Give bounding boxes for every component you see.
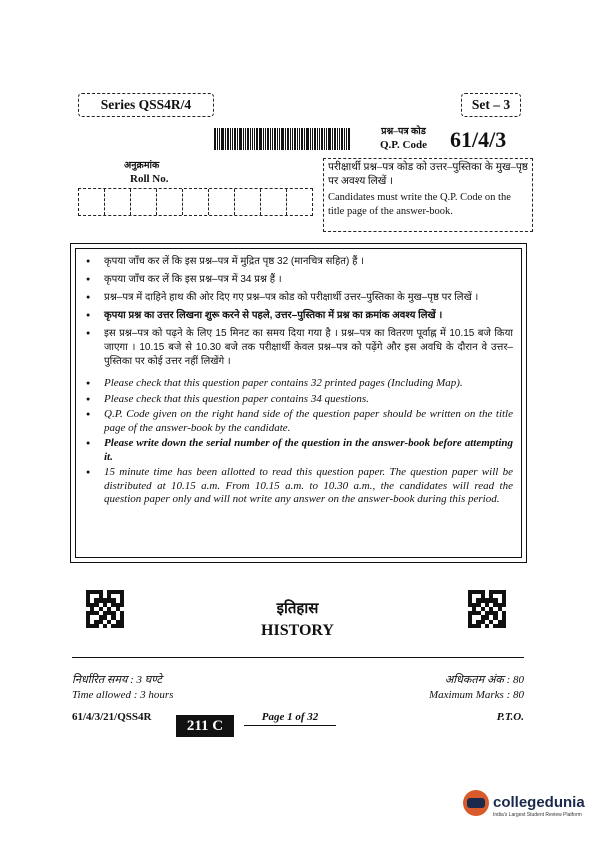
roll-box bbox=[261, 189, 287, 215]
barcode-bar bbox=[326, 128, 327, 150]
instructions-inner bbox=[75, 248, 522, 558]
instructions-list bbox=[84, 255, 513, 507]
barcode-bar bbox=[270, 128, 271, 150]
barcode-bar bbox=[267, 128, 269, 150]
subject-hindi: इतिहास bbox=[276, 600, 319, 617]
barcode-bar bbox=[250, 128, 251, 150]
instruction-hindi: ● कृपया जाँच कर लें कि इस प्रश्न–पत्र में 34 प्रश्न हैं । bbox=[84, 273, 513, 287]
barcode-bar bbox=[245, 128, 246, 150]
barcode-bar bbox=[225, 128, 226, 150]
barcode-bar bbox=[259, 128, 262, 150]
barcode-bar bbox=[243, 128, 244, 150]
barcode-bar bbox=[254, 128, 255, 150]
roll-box bbox=[131, 189, 157, 215]
instruction-english: ● Please check that this question paper contains 32 printed pages (Including Map). bbox=[84, 377, 513, 391]
barcode-bar bbox=[321, 128, 323, 150]
subject-title: HISTORY bbox=[261, 622, 334, 639]
barcode-bar bbox=[274, 128, 276, 150]
set-label: Set – 3 bbox=[461, 93, 521, 117]
watermark-name: collegedunia bbox=[493, 794, 585, 811]
time-allowed-hindi: निर्धारित समय : 3 घण्टे bbox=[72, 674, 162, 686]
barcode-bar bbox=[301, 128, 303, 150]
barcode-bar bbox=[237, 128, 238, 150]
qp-code-note bbox=[323, 158, 533, 232]
barcode-bar bbox=[332, 128, 333, 150]
qp-code-label-english: Q.P. Code bbox=[380, 139, 427, 151]
instruction-english: ● Please write down the serial number of the question in the answer-book before attempting it. bbox=[84, 437, 513, 464]
barcode-bar bbox=[272, 128, 273, 150]
barcode-bar bbox=[285, 128, 286, 150]
barcode-bar bbox=[312, 128, 313, 150]
roll-label: Roll No. bbox=[130, 173, 169, 185]
pto-label: P.T.O. bbox=[496, 711, 524, 723]
barcode-icon bbox=[214, 128, 364, 150]
barcode-bar bbox=[232, 128, 233, 150]
note-english: Candidates must write the Q.P. Code on the title page of the answer-book. bbox=[328, 192, 511, 217]
qp-code-label bbox=[380, 124, 427, 151]
barcode-bar bbox=[314, 128, 316, 150]
barcode-bar bbox=[265, 128, 266, 150]
roll-number-boxes bbox=[78, 188, 313, 216]
barcode-bar bbox=[337, 128, 338, 150]
barcode-bar bbox=[227, 128, 229, 150]
page-number: Page 1 of 32 bbox=[244, 711, 336, 726]
barcode-bar bbox=[346, 128, 347, 150]
barcode-bar bbox=[252, 128, 253, 150]
barcode-bar bbox=[328, 128, 331, 150]
barcode-bar bbox=[310, 128, 311, 150]
barcode-bar bbox=[217, 128, 218, 150]
instruction-hindi: ● कृपया जाँच कर लें कि इस प्रश्न–पत्र में मुद्रित पृष्ठ 32 (मानचित्र सहित) हैं । bbox=[84, 255, 513, 269]
instruction-hindi: ● कृपया प्रश्न का उत्तर लिखना शुरू करने से पहले, उत्तर–पुस्तिका में प्रश्न का क्रमांक अवश्य लिखें । bbox=[84, 309, 513, 323]
footer-badge: 211 C bbox=[176, 715, 234, 737]
barcode-bar bbox=[234, 128, 236, 150]
time-allowed: Time allowed : 3 hours bbox=[72, 689, 174, 701]
instructions-box bbox=[70, 243, 527, 563]
barcode-bar bbox=[324, 128, 325, 150]
watermark-tagline: India's Largest Student Review Platform bbox=[493, 812, 582, 818]
roll-box bbox=[287, 189, 312, 215]
footer-code: 61/4/3/21/QSS4R bbox=[72, 711, 152, 723]
barcode-bar bbox=[287, 128, 289, 150]
barcode-bar bbox=[281, 128, 284, 150]
barcode-bar bbox=[317, 128, 318, 150]
barcode-bar bbox=[294, 128, 296, 150]
barcode-bar bbox=[306, 128, 309, 150]
roll-box bbox=[235, 189, 261, 215]
barcode-bar bbox=[230, 128, 231, 150]
barcode-bar bbox=[292, 128, 293, 150]
barcode-bar bbox=[214, 128, 216, 150]
instruction-english: ● 15 minute time has been allotted to read this question paper. The question paper will be distributed at 10.15 a.m. From 10.15 a.m. to 10.30 a.m., the candidates will read the question paper only and will not write any answer on the answer-book during this period. bbox=[84, 466, 513, 507]
barcode-bar bbox=[334, 128, 336, 150]
roll-box bbox=[157, 189, 183, 215]
collegedunia-logo-icon bbox=[463, 790, 489, 816]
instruction-english: ● Please check that this question paper contains 34 questions. bbox=[84, 393, 513, 407]
barcode-bar bbox=[221, 128, 224, 150]
roll-box bbox=[183, 189, 209, 215]
barcode-bar bbox=[319, 128, 320, 150]
barcode-bar bbox=[339, 128, 340, 150]
barcode-bar bbox=[297, 128, 298, 150]
barcode-bar bbox=[290, 128, 291, 150]
barcode-bar bbox=[219, 128, 220, 150]
roll-box bbox=[105, 189, 131, 215]
barcode-bar bbox=[279, 128, 280, 150]
barcode-bar bbox=[263, 128, 264, 150]
max-marks: Maximum Marks : 80 bbox=[428, 689, 524, 701]
instruction-hindi: ● प्रश्न–पत्र में दाहिने हाथ की ओर दिए गए प्रश्न–पत्र कोड को परीक्षार्थी उत्तर–पुस्तिका के मुख–पृष्ठ पर लिखें । bbox=[84, 291, 513, 305]
qp-code-label-hindi: प्रश्न–पत्र कोड bbox=[381, 127, 426, 137]
roll-box bbox=[209, 189, 235, 215]
series-label: Series QSS4R/4 bbox=[78, 93, 214, 117]
barcode-bar bbox=[348, 128, 350, 150]
barcode-bar bbox=[304, 128, 305, 150]
barcode-bar bbox=[277, 128, 278, 150]
max-marks-hindi: अधिकतम अंक : 80 bbox=[444, 674, 524, 686]
barcode-bar bbox=[239, 128, 242, 150]
barcode-bar bbox=[344, 128, 345, 150]
note-hindi: परीक्षार्थी प्रश्न–पत्र कोड को उत्तर–पुस्तिका के मुख–पृष्ठ पर अवश्य लिखें । bbox=[328, 162, 528, 187]
roll-label-hindi: अनुक्रमांक bbox=[124, 161, 160, 171]
roll-box bbox=[79, 189, 105, 215]
barcode-bar bbox=[256, 128, 258, 150]
instruction-hindi: ● इस प्रश्न–पत्र को पढ़ने के लिए 15 मिनट का समय दिया गया है । प्रश्न–पत्र का वितरण पूर्वाह्न में 10.15 बजे किया जाएगा । 10.15 बजे से 10.30 बजे तक परीक्षार्थी केवल प्रश्न–पत्र को पढ़ेंगे और इस अवधि के दौरान वे उत्तर–पुस्तिका पर कोई उत्तर नहीं लिखेंगे । bbox=[84, 327, 513, 369]
barcode-bar bbox=[247, 128, 249, 150]
barcode-bar bbox=[299, 128, 300, 150]
instruction-english: ● Q.P. Code given on the right hand side of the question paper should be written on the title page of the answer-book by the candidate. bbox=[84, 408, 513, 435]
divider bbox=[72, 657, 524, 658]
barcode-bar bbox=[341, 128, 343, 150]
qp-code: 61/4/3 bbox=[450, 127, 507, 152]
